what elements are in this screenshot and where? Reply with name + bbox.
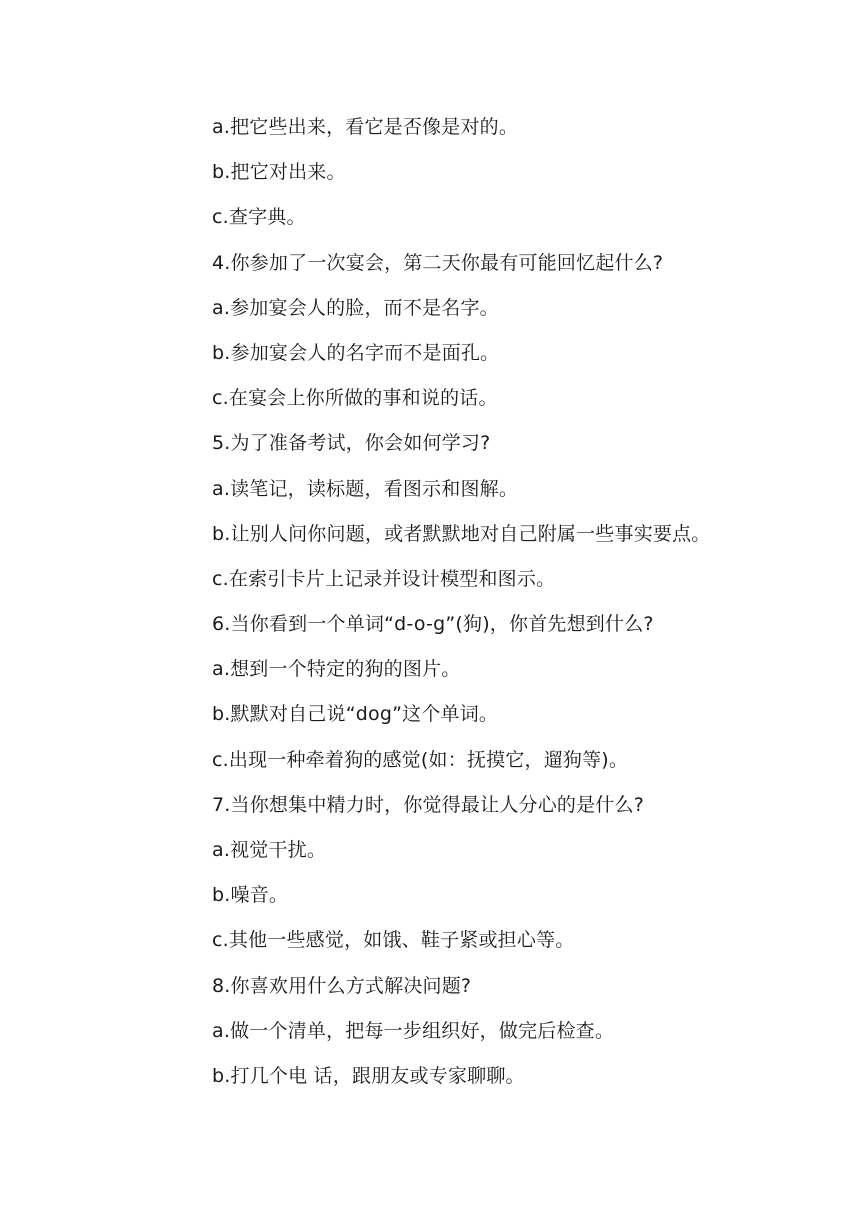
option-text: c.在索引卡片上记录并设计模型和图示。 [212, 567, 556, 590]
questionnaire-text [212, 112, 852, 1106]
option-text: c.其他一些感觉，如饿、鞋子紧或担心等。 [212, 929, 575, 952]
question-text: 5.为了准备考试，你会如何学习? [212, 432, 491, 455]
option-text: b.把它对出来。 [212, 161, 346, 184]
option-text: a.视觉干扰。 [212, 839, 327, 861]
option-text: c.查字典。 [212, 206, 306, 229]
question-text: 8.你喜欢用什么方式解决问题? [212, 974, 472, 997]
option-text: a.参加宴会人的脸，而不是名字。 [212, 296, 499, 319]
question-text: 4.你参加了一次宴会，第二天你最有可能回忆起什么? [212, 251, 664, 274]
option-text: a.想到一个特定的狗的图片。 [212, 658, 461, 681]
option-text: b.让别人问你问题，或者默默地对自己附属一些事实要点。 [212, 522, 711, 545]
option-text: c.在宴会上你所做的事和说的话。 [212, 387, 498, 410]
option-text: a.把它些出来，看它是否像是对的。 [212, 116, 519, 138]
option-text: a.读笔记，读标题，看图示和图解。 [212, 477, 519, 500]
option-text: c.出现一种牵着狗的感觉(如：抚摸它，遛狗等)。 [212, 748, 629, 771]
option-text: b.参加宴会人的名字而不是面孔。 [212, 341, 500, 364]
question-text: 7.当你想集中精力时，你觉得最让人分心的是什么? [212, 793, 645, 816]
option-text: b.默默对自己说“dog”这个单词。 [212, 703, 499, 726]
question-text: 6.当你看到一个单词“d-o-g”(狗)，你首先想到什么? [212, 613, 654, 636]
option-text: b.噪音。 [212, 884, 289, 907]
option-text: b.打几个电 话，跟朋友或专家聊聊。 [212, 1064, 525, 1087]
option-text: a.做一个清单，把每一步组织好，做完后检查。 [212, 1019, 615, 1042]
